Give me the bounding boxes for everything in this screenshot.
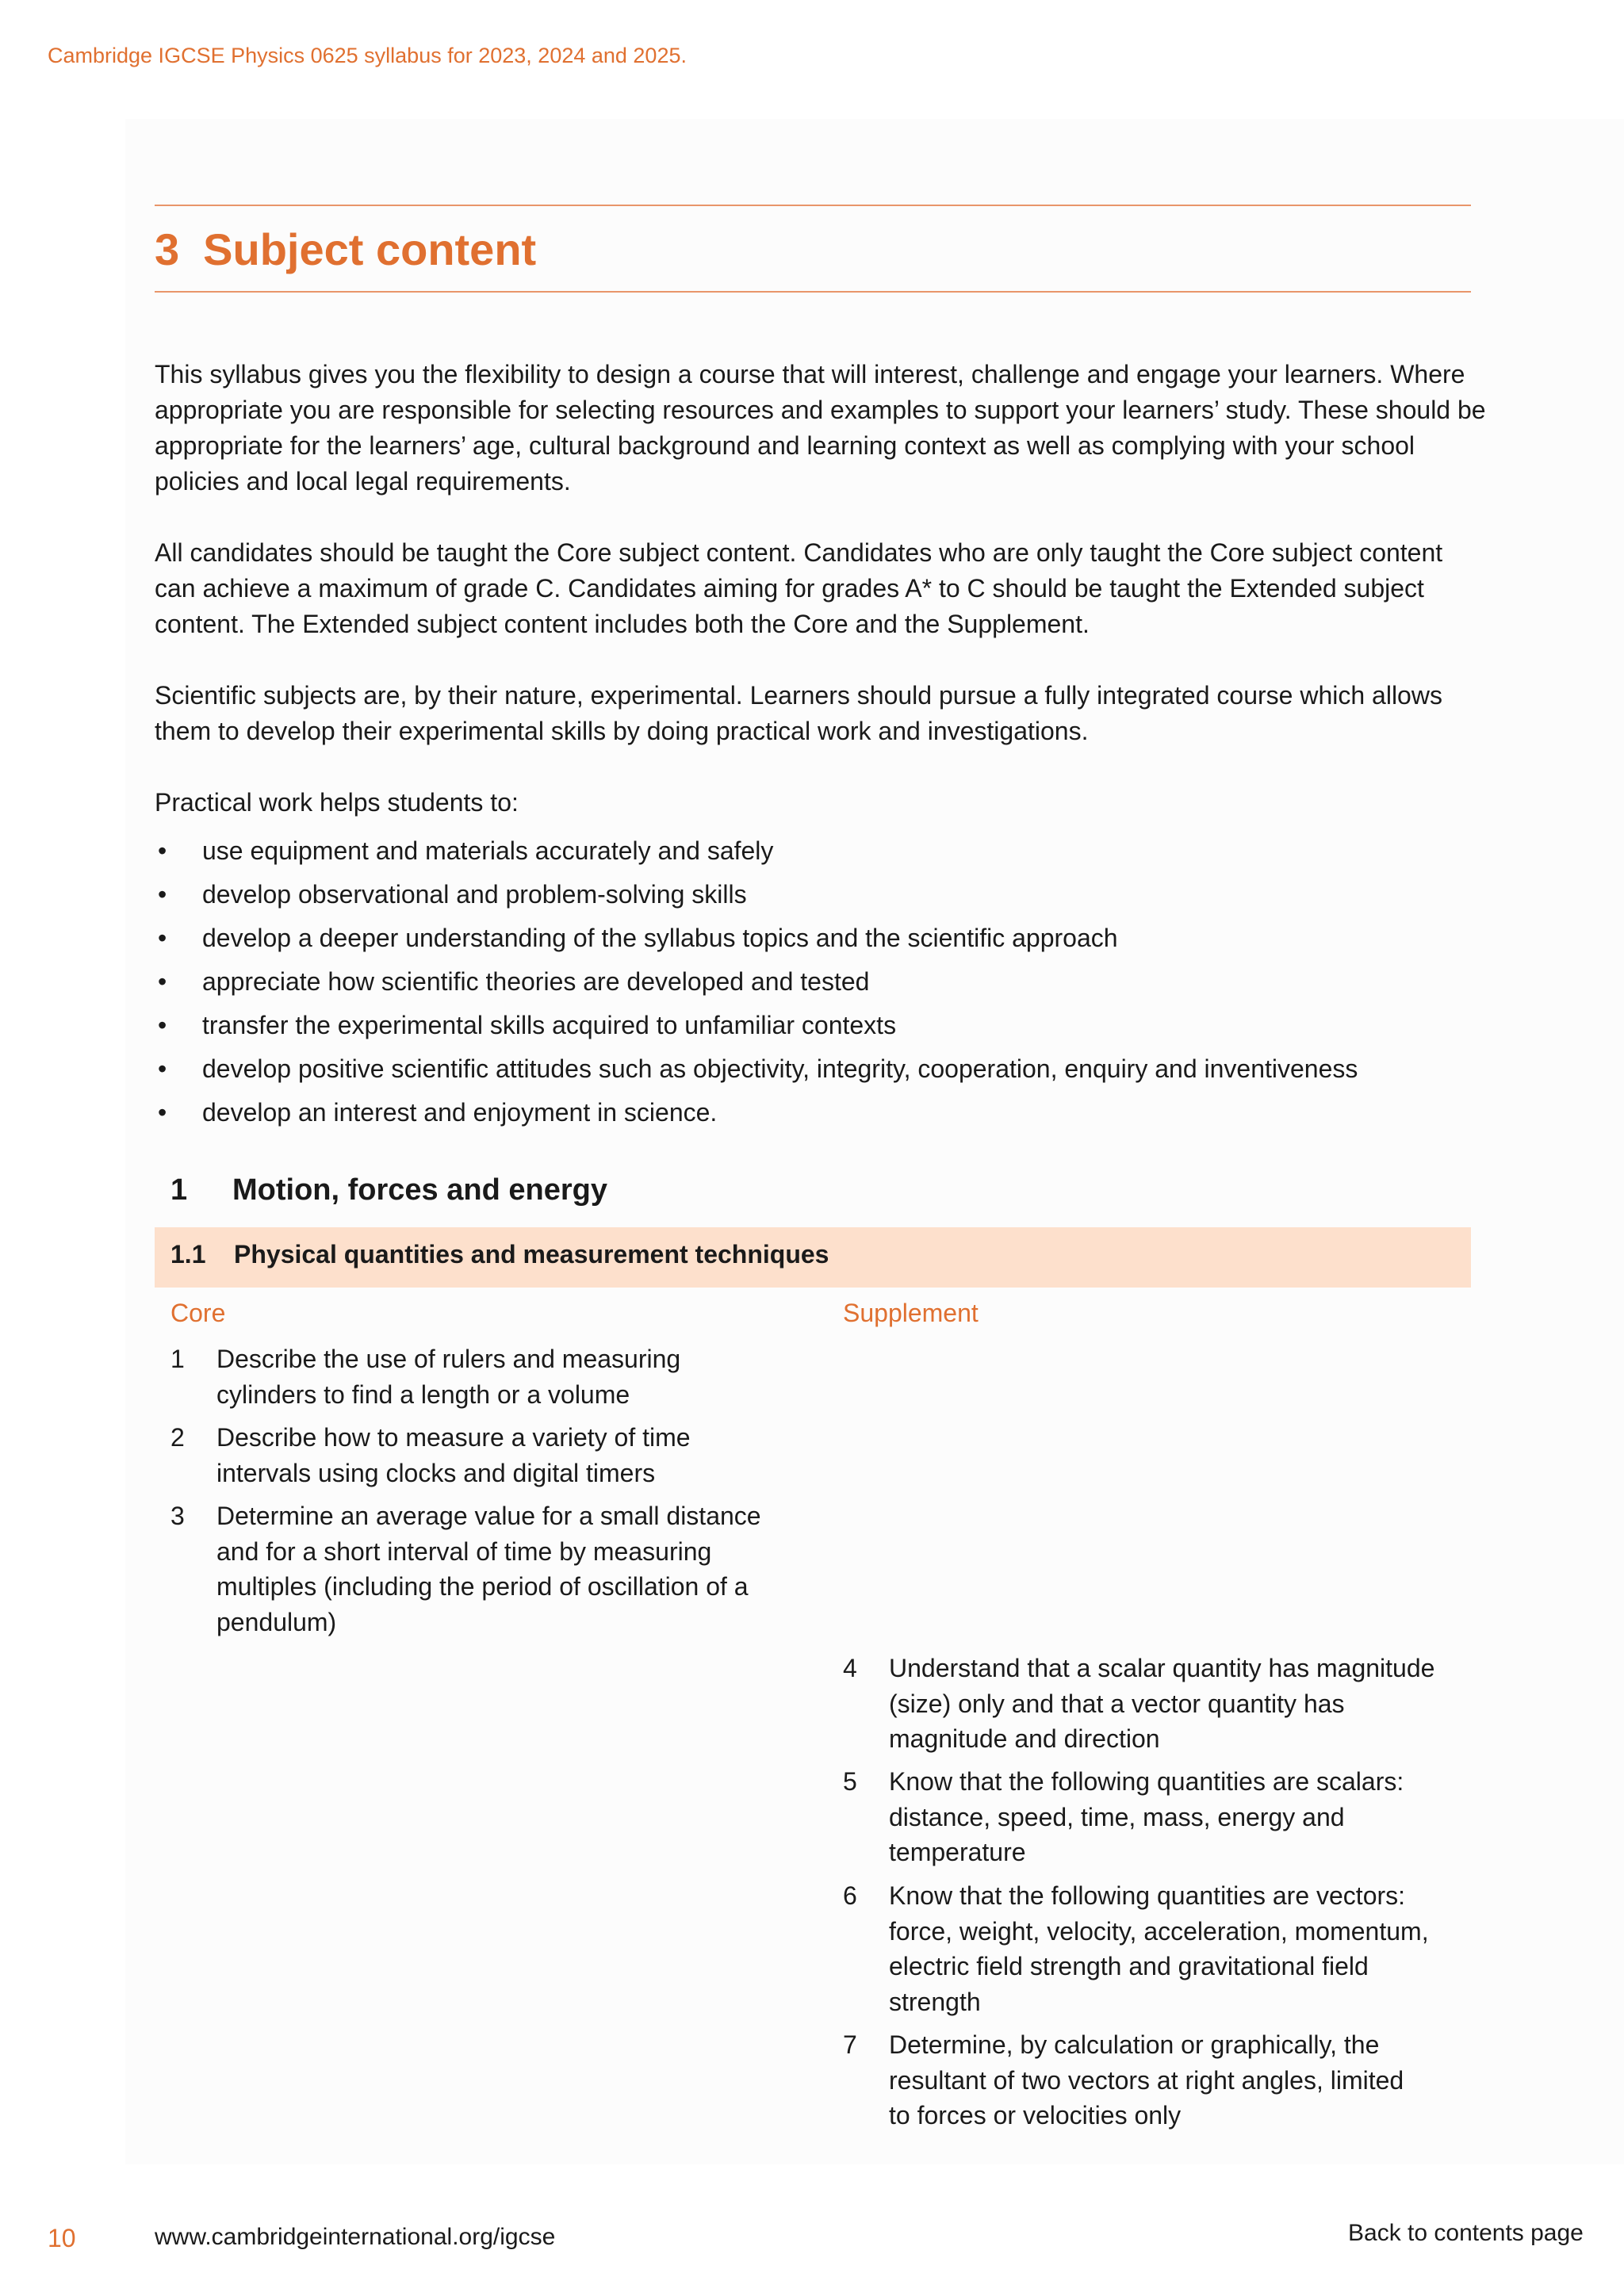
objective-number: 6	[843, 1881, 857, 1910]
topic-number: 1	[170, 1173, 188, 1207]
bullet-item: • develop an interest and enjoyment in science.	[155, 1095, 1487, 1138]
footer-url-link[interactable]: www.cambridgeinternational.org/igcse	[155, 2224, 556, 2250]
bullet-item: • develop a deeper understanding of the syllabus topics and the scientific approach	[155, 920, 1487, 964]
bullet-item: • appreciate how scientific theories are developed and tested	[155, 964, 1487, 1008]
objective-number: 3	[170, 1502, 185, 1530]
chapter-rule-top	[155, 205, 1471, 206]
bullet-symbol: •	[158, 924, 167, 952]
practical-lead: Practical work helps students to:	[155, 788, 519, 817]
chapter-title-text: Subject content	[203, 224, 537, 274]
bullet-item: • use equipment and materials accurately and safely	[155, 833, 1487, 877]
bullet-item: • develop observational and problem-solving skills	[155, 877, 1487, 920]
chapter-title	[155, 224, 536, 275]
bullet-symbol: •	[158, 967, 167, 996]
page-number: 10	[48, 2224, 76, 2252]
intro-section	[155, 357, 1487, 1138]
back-to-contents-link[interactable]: Back to contents page	[1348, 2220, 1584, 2246]
bullet-item: • transfer the experimental skills acquired to unfamiliar contexts	[155, 1008, 1487, 1051]
subtopic-title-text: Physical quantities and measurement techniques	[234, 1240, 829, 1269]
supplement-column-heading: Supplement	[843, 1299, 979, 1327]
core-column-heading: Core	[170, 1299, 226, 1327]
practical-bullet-list	[155, 833, 1487, 1138]
bullet-symbol: •	[158, 836, 167, 865]
intro-paragraph: Scientific subjects are, by their nature, experimental. Learners should pursue a fully integrated course which allows them to develop their experimental skills by doing practical work and investigations.	[155, 681, 1442, 745]
subtopic-number: 1.1	[170, 1240, 206, 1269]
objective-number: 2	[170, 1423, 185, 1452]
intro-paragraph: All candidates should be taught the Core subject content. Candidates who are only taught the Core subject content can achieve a maximum of grade C. Candidates aiming for grades A* to C should be taught the Extended subject content. The Extended subject content includes both the Core and the Supplement.	[155, 538, 1443, 638]
bullet-symbol: •	[158, 1098, 167, 1127]
topic-title: Motion, forces and energy	[232, 1173, 607, 1207]
objective-number: 7	[843, 2030, 857, 2059]
running-head: Cambridge IGCSE Physics 0625 syllabus for 2023, 2024 and 2025.	[48, 44, 687, 67]
subtopic-header-bar	[155, 1227, 1471, 1288]
chapter-number: 3	[155, 224, 180, 274]
intro-paragraph: This syllabus gives you the flexibility to design a course that will interest, challenge and engage your learners. Where appropriate you are responsible for selecting resources and examples to support your learners’ study. These should be appropriate for the learners’ age, cultural background and learning context as well as complying with your school policies and local legal requirements.	[155, 360, 1486, 496]
bullet-item: • develop positive scientific attitudes such as objectivity, integrity, cooperation, enquiry and inventiveness	[155, 1051, 1487, 1095]
objective-number: 4	[843, 1654, 857, 1682]
bullet-symbol: •	[158, 880, 167, 909]
objective-number: 5	[843, 1767, 857, 1796]
bullet-symbol: •	[158, 1054, 167, 1083]
subtopic-title	[170, 1240, 829, 1269]
chapter-rule-bottom	[155, 291, 1471, 293]
objective-number: 1	[170, 1345, 185, 1373]
bullet-symbol: •	[158, 1011, 167, 1039]
topic-heading	[170, 1173, 607, 1207]
